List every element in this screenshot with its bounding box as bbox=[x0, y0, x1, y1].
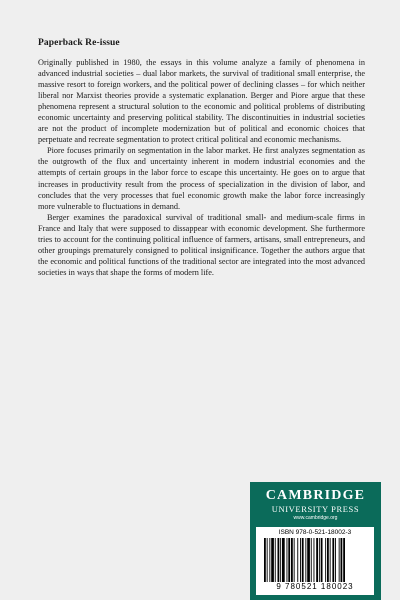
publisher-subtitle: UNIVERSITY PRESS bbox=[271, 504, 360, 514]
isbn-label: ISBN 978-0-521-18002-3 bbox=[278, 529, 352, 536]
barcode-bar bbox=[294, 538, 295, 582]
blurb bbox=[38, 57, 365, 278]
barcode-bar bbox=[269, 538, 270, 582]
barcode-bar bbox=[288, 538, 290, 582]
barcode-bar bbox=[319, 538, 320, 582]
barcode-bar bbox=[341, 538, 343, 582]
barcode-bar bbox=[327, 538, 329, 582]
barcode-icon bbox=[264, 538, 368, 582]
blurb-paragraph: Berger examines the paradoxical survival of traditional small- and medium-scale firms in France and Italy that were supposed to dissappear with economic development. She furthermore tries to account for the continuing political influence of farmers, artisans, small entrepreneurs, and other groupings prematurely consigned to political insignificance. Together the authors argue that the economic and political functions of the traditional sector are integrated into the most advanced societies in ways that shape the forms of modern life. bbox=[38, 212, 365, 277]
barcode-bar bbox=[282, 538, 285, 582]
barcode-bar bbox=[267, 538, 268, 582]
barcode-bar bbox=[287, 538, 288, 582]
barcode-bar bbox=[300, 538, 301, 582]
barcode-box bbox=[256, 527, 374, 595]
barcode-bar bbox=[264, 538, 266, 582]
barcode-bar bbox=[275, 538, 276, 582]
barcode-bar bbox=[316, 538, 318, 582]
barcode-bar bbox=[330, 538, 331, 582]
cover-heading: Paperback Re-issue bbox=[38, 38, 120, 48]
barcode-bar bbox=[297, 538, 298, 582]
barcode-bar bbox=[314, 538, 315, 582]
barcode-bar bbox=[271, 538, 274, 582]
barcode-bar bbox=[280, 538, 281, 582]
publisher-url: www.cambridge.org bbox=[293, 515, 338, 521]
barcode-bar bbox=[332, 538, 334, 582]
blurb-paragraph: Piore focuses primarily on segmentation in the labor market. He first analyzes segmentation as the outgrowth of the flux and uncertainty inherent in modern industrial economies and the attempts of certain groups in the labor force to escape this uncertainty. He goes on to argue that increases in productivity result from the process of specialization in the division of labor, and concludes that the very processes that fuel economic growth make the labor force increasingly more vulnerable to fluctuations in demand. bbox=[38, 146, 365, 211]
barcode-bar bbox=[302, 538, 304, 582]
barcode-bar bbox=[307, 538, 310, 582]
barcode-bar bbox=[321, 538, 323, 582]
publisher-name: CAMBRIDGE bbox=[265, 488, 366, 503]
barcode-bar bbox=[335, 538, 336, 582]
barcode-bar bbox=[278, 538, 280, 582]
barcode-bar bbox=[305, 538, 306, 582]
barcode-bar bbox=[343, 538, 345, 582]
barcode-bar bbox=[311, 538, 312, 582]
barcode-bar bbox=[291, 538, 293, 582]
barcode-bar bbox=[339, 538, 340, 582]
barcode-bar bbox=[325, 538, 326, 582]
barcode-number: 9 780521 180023 bbox=[276, 582, 354, 591]
blurb-paragraph: Originally published in 1980, the essays in this volume analyze a family of phenomena in advanced industrial societies – dual labor markets, the survival of traditional small enterprise, the massive resort to foreign workers, and the political power of declining classes – for which neither liberal nor Marxist theories provide a systematic explanation. Berger and Piore argue that these phenomena represent a structural solution to the economic and political problems of distributing economic uncertainty and preserving political stability. The discontinuities in industrial societies are not the product of incomplete modernization but of political and economic choices that perpetuate and recreate segmentation to protect critical political and economic mechanisms. bbox=[38, 58, 365, 145]
